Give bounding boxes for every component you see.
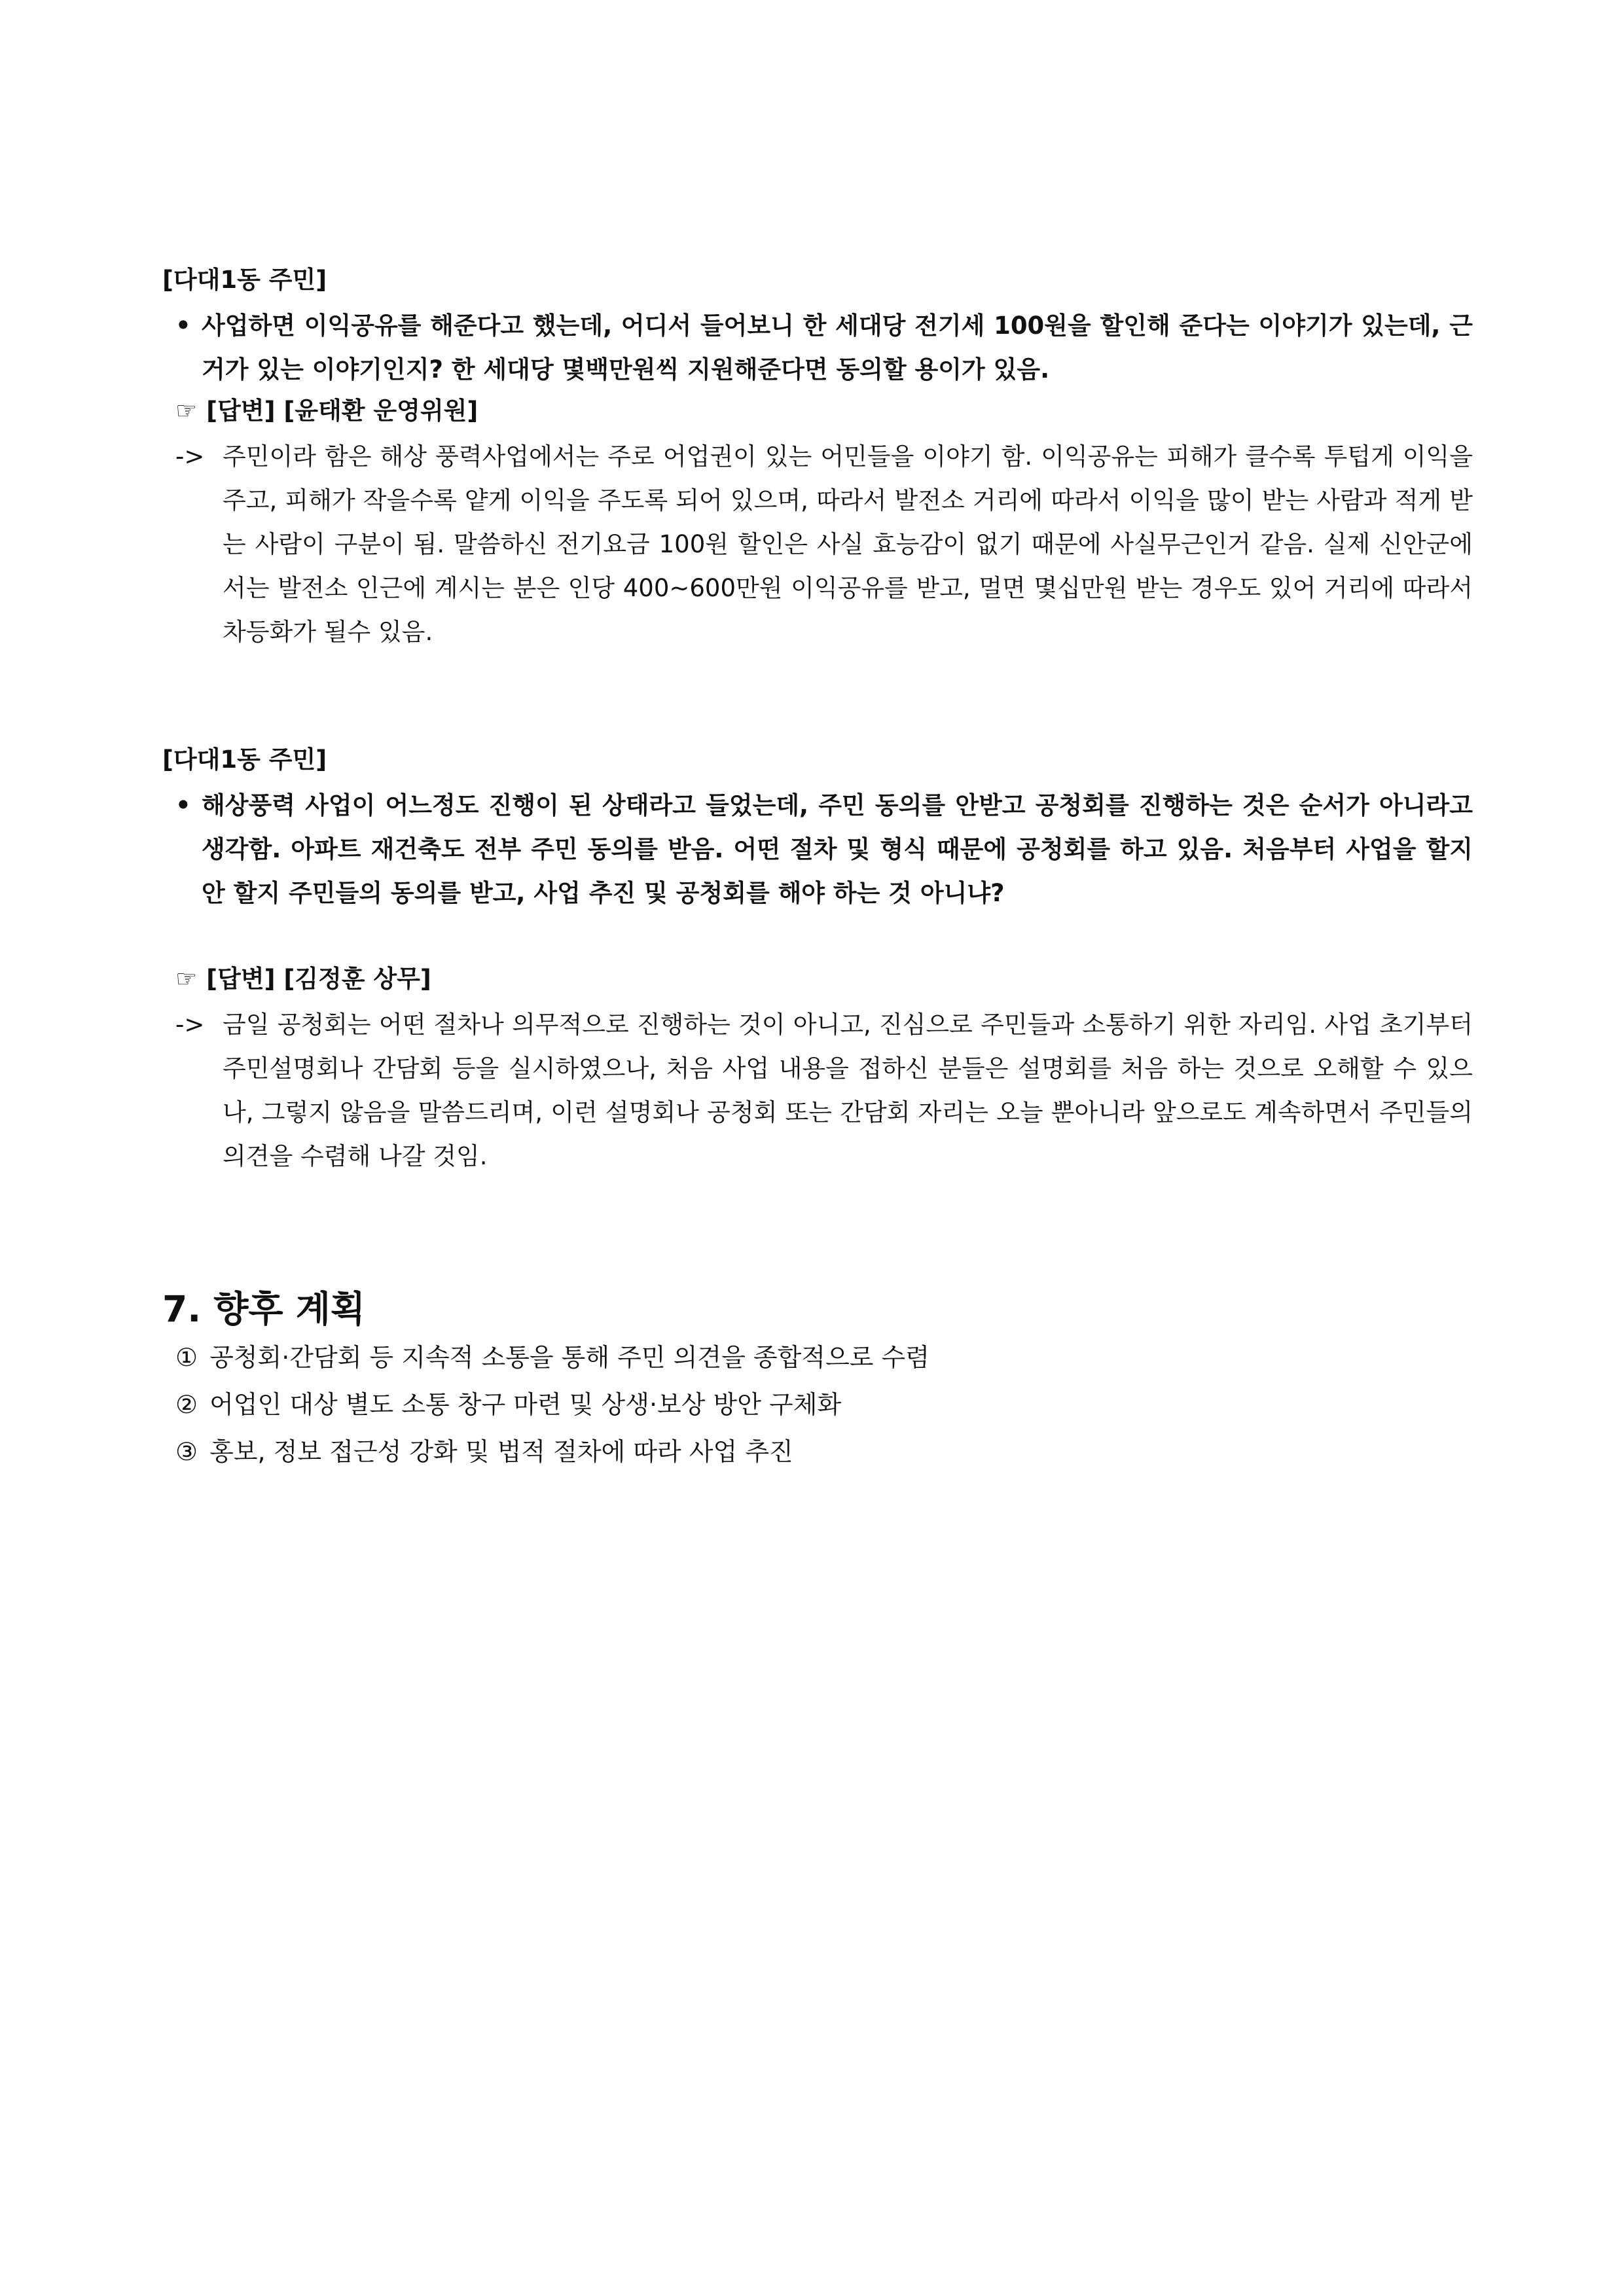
- pointing-hand-icon: ☞: [175, 397, 198, 425]
- answer-label: [답변] [윤태환 운영위원]: [206, 397, 478, 425]
- plan-item-text: 어업인 대상 별도 소통 창구 마련 및 상생·보상 방안 구체화: [209, 1390, 842, 1419]
- bullet-icon: •: [175, 312, 191, 340]
- answer-text: 주민이라 함은 해상 풍력사업에서는 주로 어업권이 있는 어민들을 이야기 함. 이익공유는 피해가 클수록 투텁게 이익을 주고, 피해가 작을수록 얕게 이익을 주도록 되어 있으며, 따라서 발전소 거리에 따라서 이익을 많이 받는 사람과 적게 받는 사람이 구분이 됨. 말씀하신 전기요금 100원 할인은 사실 효능감이 없기 때문에 사실무근인거 같음. 실제 신안군에서는 발전소 인근에 계시는 분은 인당 400~600만원 이익공유를 받고, 멀면 몇십만원 받는 경우도 있어 거리에 따라서 차등화가 될수 있음.: [223, 442, 1473, 646]
- speaker-label: [다대1동 주민]: [162, 266, 327, 294]
- plan-item-text: 홍보, 정보 접근성 강화 및 법적 절차에 따라 사업 추진: [209, 1437, 793, 1466]
- arrow-marker: ->: [175, 1011, 205, 1039]
- circled-number: ③: [175, 1437, 198, 1466]
- circled-number: ①: [175, 1343, 198, 1372]
- plan-item: [175, 1433, 793, 1470]
- plan-item-text: 공청회·간담회 등 지속적 소통을 통해 주민 의견을 종합적으로 수렴: [209, 1343, 929, 1372]
- answer-header: [175, 961, 431, 997]
- plan-item: [175, 1339, 929, 1376]
- speaker-label: [다대1동 주민]: [162, 745, 327, 774]
- answer-label: [답변] [김정훈 상무]: [206, 965, 431, 993]
- answer-header: [175, 393, 478, 429]
- circled-number: ②: [175, 1390, 198, 1419]
- section-title: 7. 향후 계획: [162, 1288, 365, 1330]
- pointing-hand-icon: ☞: [175, 965, 198, 993]
- arrow-marker: ->: [175, 442, 205, 471]
- plan-item: [175, 1386, 841, 1423]
- question-text: 해상풍력 사업이 어느정도 진행이 된 상태라고 들었는데, 주민 동의를 안받고 공청회를 진행하는 것은 순서가 아니라고 생각함. 아파트 재건축도 전부 주민 동의를 받음. 어떤 절차 및 형식 때문에 공청회를 하고 있음. 처음부터 사업을 할지 안 할지 주민들의 동의를 받고, 사업 추진 및 공청회를 해야 하는 것 아니냐?: [202, 791, 1473, 907]
- answer-text: 금일 공청회는 어떤 절차나 의무적으로 진행하는 것이 아니고, 진심으로 주민들과 소통하기 위한 자리임. 사업 초기부터 주민설명회나 간담회 등을 실시하였으나, 처음 사업 내용을 접하신 분들은 설명회를 처음 하는 것으로 오해할 수 있으나, 그렇지 않음을 말씀드리며, 이런 설명회나 공청회 또는 간담회 자리는 오늘 뿐아니라 앞으로도 계속하면서 주민들의 의견을 수렴해 나갈 것임.: [223, 1011, 1473, 1170]
- bullet-icon: •: [175, 791, 191, 819]
- question-text: 사업하면 이익공유를 해준다고 했는데, 어디서 들어보니 한 세대당 전기세 100원을 할인해 준다는 이야기가 있는데, 근거가 있는 이야기인지? 한 세대당 몇백만원씩 지원해준다면 동의할 용이가 있음.: [202, 312, 1473, 384]
